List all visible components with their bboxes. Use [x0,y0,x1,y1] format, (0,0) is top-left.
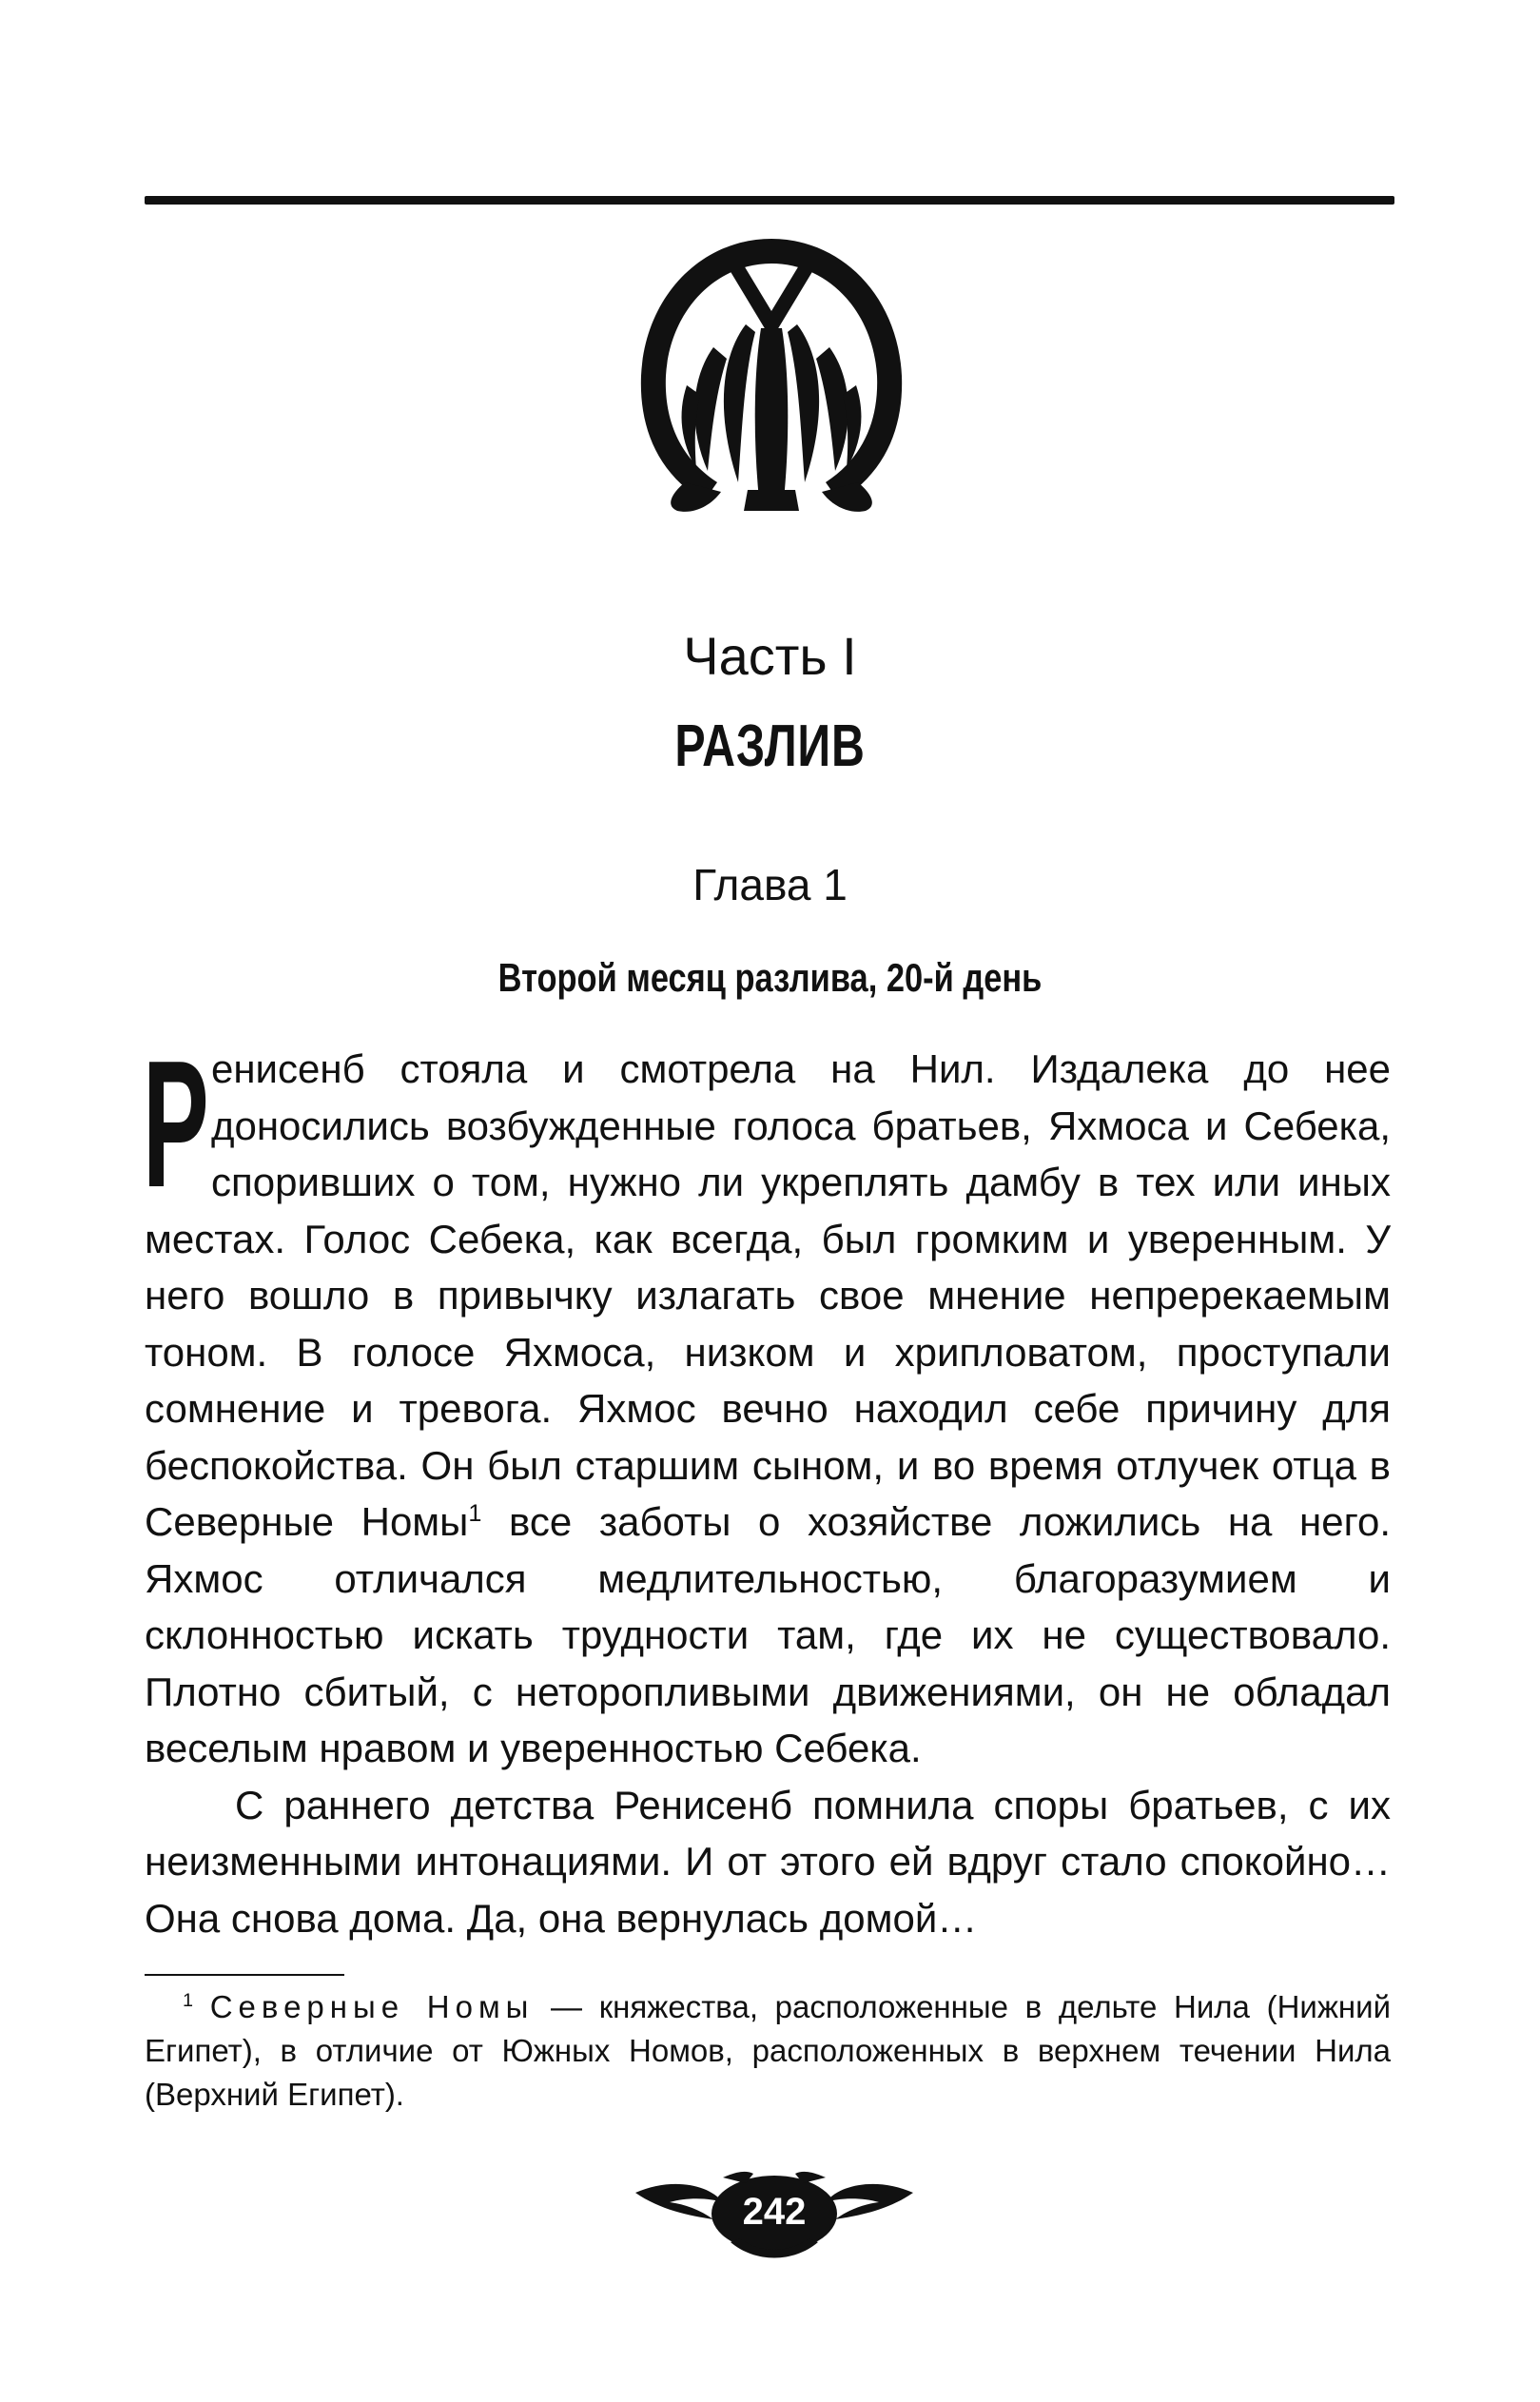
body-text [143,1024,1391,1946]
footnote-ref[interactable]: 1 [468,1500,482,1527]
paragraph-2: С раннего детства Ренисенб помнила споры братьев, с их неизменными интонациями. И от этого ей вдруг стало спокойно… Она снова дома. Да, она вернулась домой… [145,1782,1391,1941]
page-number: 242 [742,2191,807,2233]
drop-cap: Р [143,1024,209,1225]
paragraph-1-tail: все заботы о хозяйстве ложились на него. Яхмос отличался медлительностью, благоразумием и склонностью искать трудности там, где их не существовало. Плотно сбитый, с неторопливыми движениями, он не обладал веселым нравом и уверенностью Себека. [145,1499,1391,1770]
top-rule [145,196,1394,205]
paragraph-1 [143,1024,1391,1777]
footnote-text: — княжества, расположенные в дельте Нила (Нижний Египет), в отличие от Южных Номов, расположенных в верхнем течении Нила (Верхний Египет). [145,1989,1392,2112]
lotus-emblem-icon [635,233,907,518]
footnote-term: Северные Номы [209,1989,535,2024]
footnote-marker: 1 [183,1990,194,2011]
footnote [145,1985,1391,2117]
footnote-indent [145,1989,183,2024]
footnote-rule [145,1974,344,1976]
page-footer [632,2164,917,2269]
chapter-title: Глава 1 [692,860,848,909]
part-title: Часть I [683,626,857,686]
paragraph-1-lead: енисенб стояла и смотрела на Нил. Издалека до нее доносились возбужденные голоса братьев, Яхмоса и Себека, споривших о том, нужно ли укреплять дамбу в тех или иных местах. Голос Себека, как всегда, был громким и уверенным. У него вошло в привычку излагать свое мнение непререкаемым тоном. В голосе Яхмоса, низком и хрипловатом, проступали сомнение и тревога. Яхмос вечно находил себе причину для беспокойства. Он был старшим сыном, и во время отлучек отца в Северные Номы [145,1046,1391,1544]
chapter-date: Второй месяц разлива, 20-й день [497,955,1043,1000]
part-subtitle: РАЗЛИВ [674,713,866,779]
